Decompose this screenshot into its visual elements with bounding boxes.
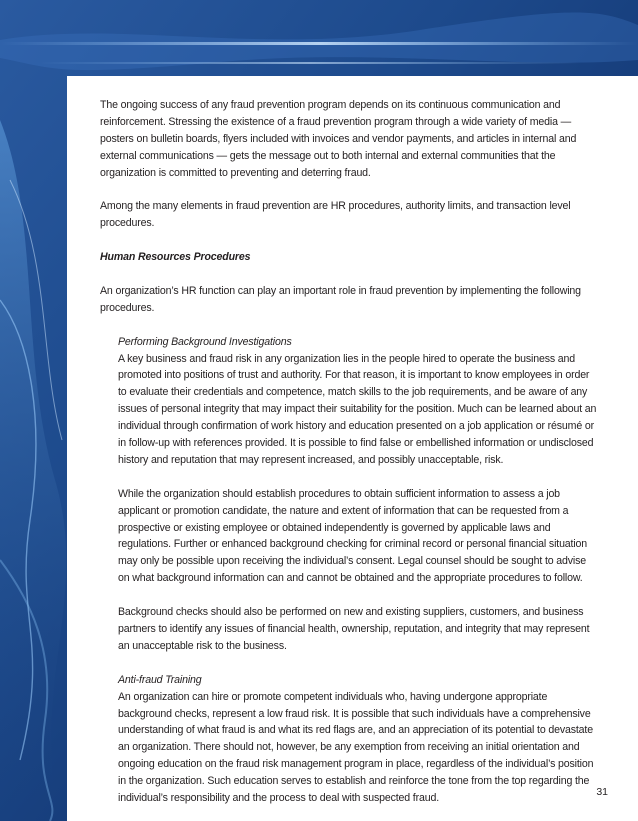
background-investigations-section [100,334,600,655]
anti-fraud-training-section [100,672,600,807]
document-body [100,97,600,807]
hr-intro-paragraph: An organization’s HR function can play an important role in fraud prevention by implementing the following procedures. [100,284,581,314]
background-paragraph-2: While the organization should establish procedures to obtain sufficient information to assess a job applicant or promotion candidate, the nature and extent of information that can be requested from a prospective or existing employee or obtained independently is governed by applicable laws and regulations. Further or enhanced background checking for criminal record or personal financial situation may only be possible upon receiving the individual’s consent. Legal counsel should be sought to advise on what background information can and cannot be obtained and the appropriate procedures to follow. [118,487,588,585]
elements-paragraph: Among the many elements in fraud prevention are HR procedures, authority limits, and transaction level procedures. [100,200,571,230]
training-paragraph-1: An organization can hire or promote competent individuals who, having undergone appropriate background checks, represent a low fraud risk. It is possible that such individuals have a comprehensive understanding of what fraud is and what its red flags are, and an appreciation of its potential to devastate an organization. There should not, however, be any exemption from receiving an initial orientation and ongoing education on the fraud risk management program in place, regardless of the individual’s position in the organization. Such education serves to establish and reinforce the tone from the top regarding the individual’s responsibility and the process to deal with suspected fraud. [118,690,594,805]
hr-procedures-heading: Human Resources Procedures [100,251,251,264]
anti-fraud-training-title: Anti-fraud Training [118,673,202,686]
background-paragraph-3: Background checks should also be performed on new and existing suppliers, customers, and business partners to identify any issues of financial health, ownership, reputation, and integrity that may represent an unacceptable risk to the business. [118,606,590,652]
background-investigations-title: Performing Background Investigations [118,335,292,348]
background-paragraph-1: A key business and fraud risk in any organization lies in the people hired to operate the business and promoted into positions of trust and authority. For that reason, it is important to know employees in order to evaluate their credentials and competence, match skills to the job requirements, and be aware of any issues of personal integrity that may impact their suitability for the position. Much can be learned about an individual through confirmation of work history and education presented on a job application or résumé or in follow-up with references provided. It is possible to find false or embellished information or undisclosed history and reputation that may represent increased, and possibly unacceptable, risk. [118,352,597,466]
intro-paragraph: The ongoing success of any fraud prevention program depends on its continuous communication and reinforcement. Stressing the existence of a fraud prevention program through a wide variety of media — posters on bulletin boards, flyers included with invoices and vendor payments, and articles in internal and external communications — gets the message out to both internal and external communities that the organization is committed to preventing and deterring fraud. [100,99,577,179]
page-number: 31 [596,786,608,798]
